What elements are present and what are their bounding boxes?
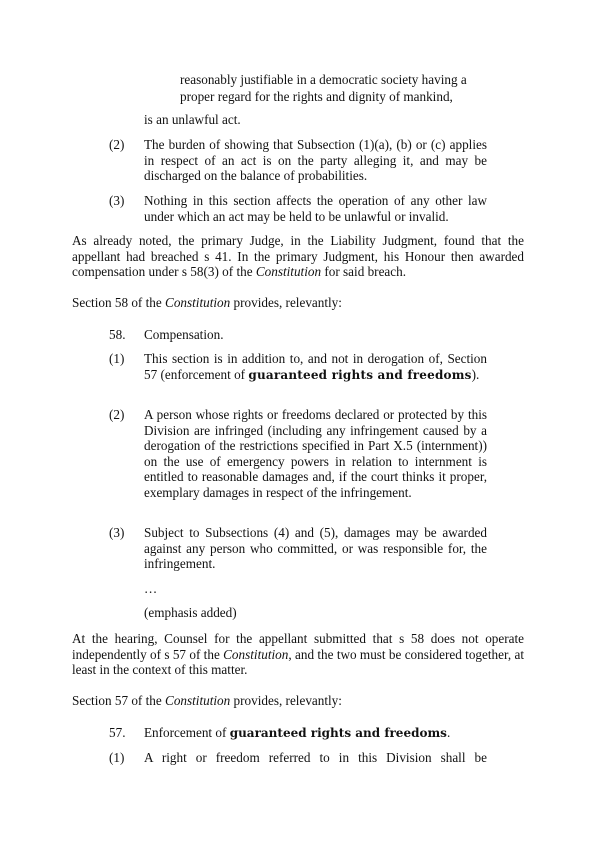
constitution-italic: Constitution [165,295,231,310]
constitution-italic: Constitution [255,264,322,280]
quote-line: reasonably justifiable in a democratic society having a [180,72,467,87]
subsection-number: (1) [109,351,125,366]
intro-text: provides, relevantly: [230,693,342,708]
subsection-text-part: This section is in addition to, and not in derogation of, Section 57 (enforcement of [144,351,487,382]
quote-line: proper regard for the rights and dignity of mankind, [180,89,453,104]
subsection-text: A right or freedom referred to in this Division shall be [144,750,487,765]
body-paragraph [72,233,524,280]
paragraph-text: for said breach. [321,264,407,280]
emphasis-bold: guaranteed rights and freedoms [229,726,447,740]
constitution-italic: Constitution [165,693,231,708]
section-heading [144,725,450,742]
section-heading: Compensation. [144,327,224,342]
paragraph-text: As already noted, the primary Judge, in the Liability Judgment, found that the appellant had breached s 41. In the primary Judgment, his Honour then awarded compensation under s 58(3) of the [72,233,524,280]
section-intro [72,295,342,311]
subsection-text: The burden of showing that Subsection (1)(a), (b) or (c) applies in respect of an act is on the party alleging it, and may be discharged on the balance of probabilities. [144,137,487,184]
intro-text: Section 58 of the [72,295,166,310]
intro-text: Section 57 of the [72,693,166,708]
section-intro [72,693,342,709]
subsection-text: Nothing in this section affects the operation of any other law under which an act may be held to be unlawful or invalid. [144,193,487,224]
emphasis-bold: guaranteed rights and freedoms [248,367,472,382]
section-number: 57. [109,725,126,740]
subsection-number: (3) [109,525,125,540]
section-number: 58. [109,327,126,342]
subsection-text: Subject to Subsections (4) and (5), damages may be awarded against any person who committed, or was responsible for, the infringement. [144,525,487,572]
paragraph-text: At the hearing, Counsel for the appellant submitted that s 58 does not operate independently of s 57 of the [72,631,524,662]
subsection-number: (1) [109,750,125,765]
subsection-text [144,351,487,383]
subsection-text-part: ). [471,366,480,382]
quote-tail: is an unlawful act. [144,112,241,127]
subsection-number: (3) [109,193,125,208]
paragraph-text: , and the two must be considered together, at least in the context of this matter. [72,646,524,678]
heading-text: Enforcement of [144,725,230,740]
subsection-text: A person whose rights or freedoms declared or protected by this Division are infringed (including any infringement caused by a derogation of the restrictions specified in Part X.5 (internment)) on the use of emergency powers in relation to internment is entitled to reasonable damages and, if the court thinks it proper, exemplary damages in respect of the infringement. [144,407,487,500]
intro-text: provides, relevantly: [230,295,342,310]
emphasis-note: (emphasis added) [144,605,237,620]
subsection-number: (2) [109,407,125,422]
subsection-number: (2) [109,137,125,152]
constitution-italic: Constitution [223,646,289,662]
heading-text: . [446,725,451,740]
ellipsis: … [144,581,158,596]
body-paragraph [72,631,524,678]
